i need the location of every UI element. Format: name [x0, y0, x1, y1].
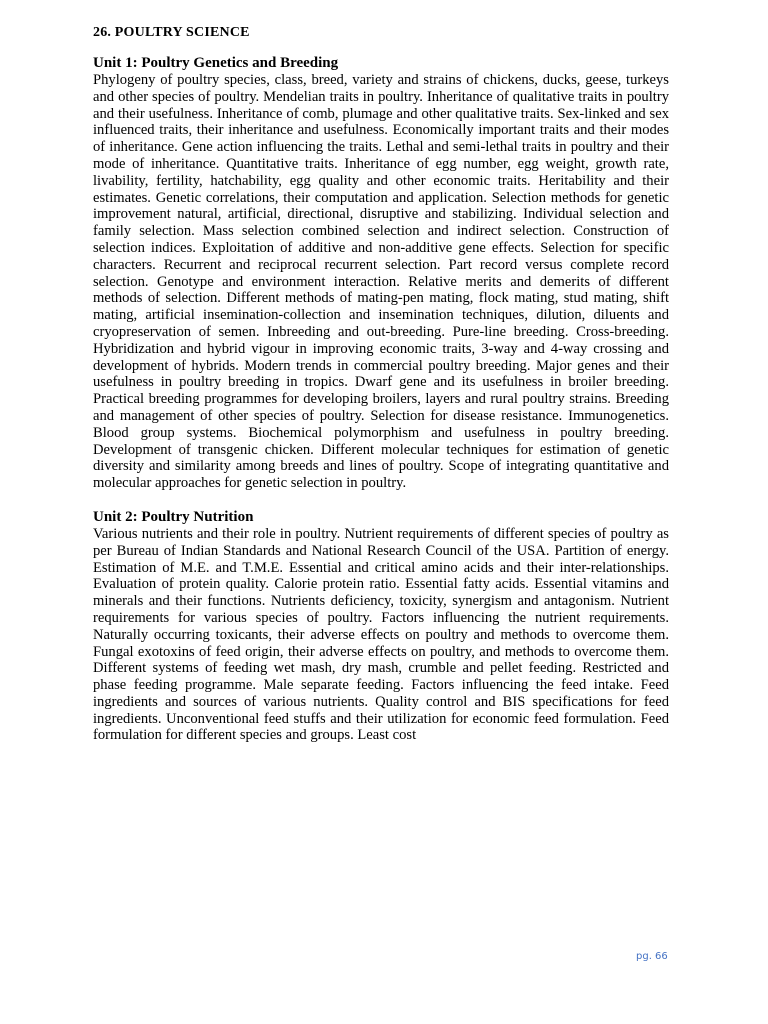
unit-body-text: Various nutrients and their role in poultry. Nutrient requirements of different species of poultry as per Bureau of Indian Standards and National Research Council of the USA. Partition of energy. Estimation of M.E. and T.M.E. Essential and critical amino acids and their inter-relationships. Evaluation of protein quality. Calorie protein ratio. Essential fatty acids. Essential vitamins and minerals and their functions. Nutrients deficiency, toxicity, synergism and antagonism. Nutrient requirements for various species of poultry. Factors influencing the nutrient requirements. Naturally occurring toxicants, their adverse effects on poultry and methods to overcome them. Fungal exotoxins of feed origin, their adverse effects on poultry, and methods to overcome them. Different systems of feeding wet mash, dry mash, crumble and pellet feeding. Restricted and phase feeding programme. Male separate feeding. Factors influencing the feed intake. Feed ingredients and sources of various nutrients. Quality control and BIS specifications for feed ingredients. Unconventional feed stuffs and their utilization for economic feed formulation. Feed formulation for different species and groups. Least cost	[93, 525, 669, 744]
page-number: pg. 66	[636, 951, 668, 962]
unit-heading: Unit 1: Poultry Genetics and Breeding	[93, 55, 339, 71]
unit-2-section	[93, 509, 669, 744]
document-title: 26. POULTRY SCIENCE	[93, 25, 250, 40]
unit-heading: Unit 2: Poultry Nutrition	[93, 508, 254, 525]
unit-1-section	[93, 55, 669, 492]
document-page	[93, 24, 669, 761]
unit-body-text: Phylogeny of poultry species, class, breed, variety and strains of chickens, ducks, geese, turkeys and other species of poultry. Mendelian traits in poultry. Inheritance of qualitative traits in poultry and their usefulness. Inheritance of comb, plumage and other qualitative traits. Sex-linked and sex influenced traits, their inheritance and usefulness. Economically important traits and their modes of inheritance. Gene action influencing the traits. Lethal and semi-lethal traits in poultry and their mode of inheritance. Quantitative traits. Inheritance of egg number, egg weight, growth rate, livability, fertility, hatchability, egg quality and other economic traits. Heritability and their estimates. Genetic correlations, their computation and application. Selection methods for genetic improvement natural, artificial, directional, disruptive and stabilizing. Individual selection and family selection. Mass selection combined selection and indirect selection. Construction of selection indices. Exploitation of additive and non-additive gene effects. Selection for specific characters. Recurrent and reciprocal recurrent selection. Part record versus complete record selection. Genotype and environment interaction. Relative merits and demerits of different methods of selection. Different methods of mating-pen mating, flock mating, stud mating, shift mating, artificial insemination-collection and insemination techniques, dilution, diluents and cryopreservation of semen. Inbreeding and out-breeding. Pure-line breeding. Cross-breeding. Hybridization and hybrid vigour in improving economic traits, 3-way and 4-way crossing and development of hybrids. Modern trends in commercial poultry breeding. Major genes and their usefulness in poultry breeding in tropics. Dwarf gene and its usefulness in broiler breeding. Practical breeding programmes for developing broilers, layers and rural poultry strains. Breeding and management of other species of poultry. Selection for disease resistance. Immunogenetics. Blood group systems. Biochemical polymorphism and usefulness in poultry breeding. Development of transgenic chicken. Different molecular techniques for estimation of genetic diversity and similarity among breeds and lines of poultry. Scope of integrating quantitative and molecular approaches for genetic selection in poultry.	[93, 72, 669, 492]
